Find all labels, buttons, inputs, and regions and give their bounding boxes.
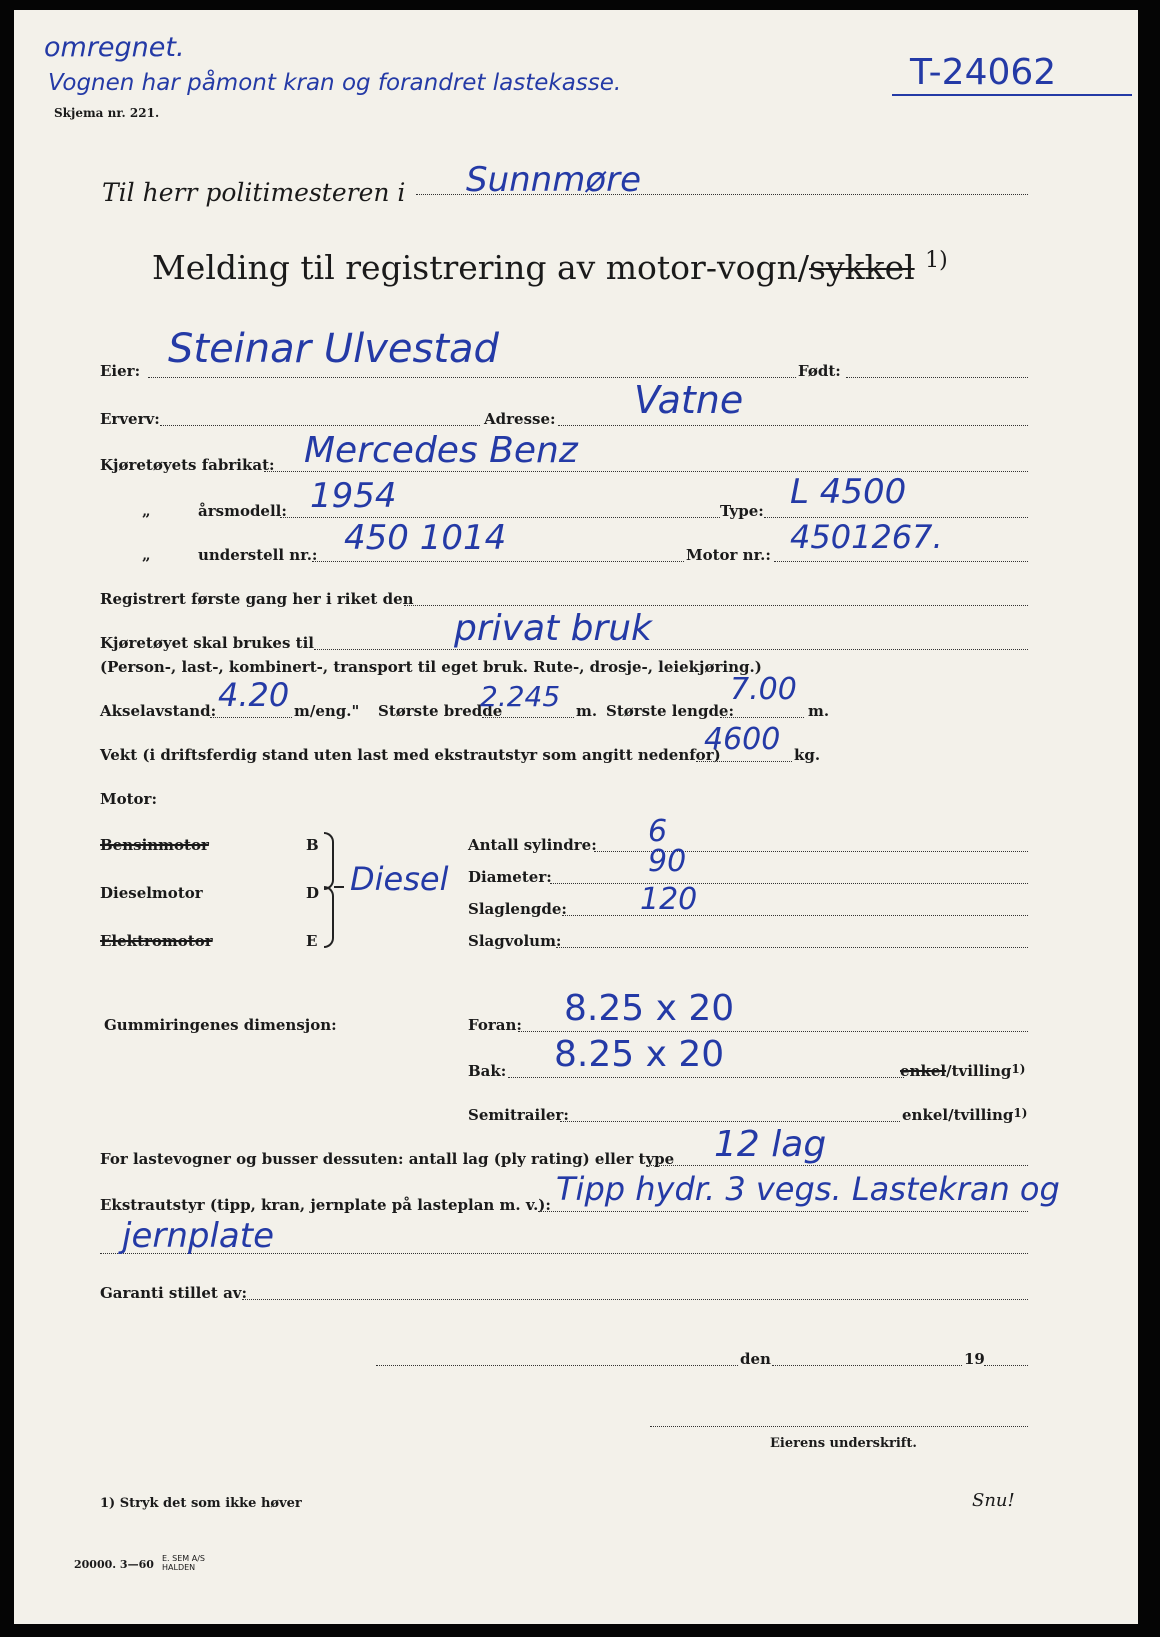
motor-brace-tip	[334, 886, 344, 888]
displacement-label: Slagvolum:	[468, 932, 562, 950]
motor-label: Motor:	[100, 790, 157, 808]
cylinders-value[interactable]: 6	[648, 814, 668, 849]
usage-value[interactable]: privat bruk	[454, 608, 652, 649]
born-label: Født:	[798, 362, 841, 380]
signature-line	[650, 1426, 1028, 1427]
wheelbase-unit: m/eng."	[294, 702, 360, 720]
form-title-footnote: 1)	[925, 248, 948, 273]
weight-line	[696, 761, 792, 762]
address-label: Adresse:	[484, 410, 556, 428]
tyres-rear-twin: /tvilling	[946, 1062, 1012, 1080]
motor-no-value[interactable]: 4501267.	[790, 518, 943, 556]
semitrailer-suffix: enkel/tvilling	[902, 1106, 1014, 1124]
motor-selected[interactable]: Diesel	[350, 860, 449, 898]
model-year-label: årsmodell:	[198, 502, 287, 520]
first-registered-line	[404, 605, 1028, 606]
motor-brace-lower	[324, 886, 334, 948]
cylinders-label: Antall sylindre:	[468, 836, 597, 854]
annotation-line-1: omregnet.	[44, 32, 185, 63]
equipment-value-2[interactable]: jernplate	[122, 1216, 275, 1256]
equipment-label: Ekstrautstyr (tipp, kran, jernplate på lasteplan m. v.):	[100, 1196, 551, 1214]
tyres-front-value[interactable]: 8.25 x 20	[564, 988, 735, 1029]
owner-label: Eier:	[100, 362, 141, 380]
make-label: Kjøretøyets fabrikat:	[100, 456, 275, 474]
diameter-line	[550, 883, 1028, 884]
chassis-label: understell nr.:	[198, 546, 318, 564]
ditto-mark-2: „	[142, 546, 151, 564]
date-line	[772, 1365, 962, 1366]
printer-line-2: HALDEN	[162, 1563, 196, 1572]
addressee-value[interactable]: Sunnmøre	[466, 160, 642, 200]
usage-note: (Person-, last-, kombinert-, transport til eget bruk. Rute-, drosje-, leiekjøring.)	[100, 658, 762, 676]
owner-value[interactable]: Steinar Ulvestad	[168, 326, 499, 372]
print-code: 20000. 3—60	[74, 1558, 154, 1571]
place-line	[376, 1365, 738, 1366]
equipment-value-1[interactable]: Tipp hydr. 3 vegs. Lastekran og	[556, 1170, 1060, 1208]
archive-number: T-24062	[910, 52, 1057, 93]
motor-no-label: Motor nr.:	[686, 546, 771, 564]
equipment-line-1	[538, 1211, 1028, 1212]
type-value[interactable]: L 4500	[790, 472, 907, 512]
length-line	[720, 717, 804, 718]
registration-form-page	[14, 10, 1138, 1624]
footnote-text: 1) Stryk det som ikke høver	[100, 1496, 302, 1511]
stroke-value[interactable]: 120	[640, 882, 698, 917]
motor-code-petrol: B	[306, 836, 319, 854]
usage-label: Kjøretøyet skal brukes til	[100, 634, 314, 652]
date-den-label: den	[740, 1350, 771, 1368]
width-line	[482, 717, 574, 718]
address-value[interactable]: Vatne	[634, 378, 744, 422]
guarantee-line	[242, 1299, 1028, 1300]
weight-value[interactable]: 4600	[704, 722, 781, 757]
displacement-line	[556, 947, 1028, 948]
weight-unit: kg.	[794, 746, 821, 764]
addressee-label: Til herr politimesteren i	[102, 178, 406, 207]
stroke-label: Slaglengde:	[468, 900, 567, 918]
length-unit: m.	[808, 702, 830, 720]
motor-type-diesel: Dieselmotor	[100, 884, 203, 902]
annotation-line-2: Vognen har påmont kran og forandret lastekasse.	[48, 70, 622, 96]
length-label: Største lengde:	[606, 702, 735, 720]
tyres-rear-value[interactable]: 8.25 x 20	[554, 1034, 725, 1075]
wheelbase-line	[210, 717, 292, 718]
tyres-front-label: Foran:	[468, 1016, 522, 1034]
tyres-rear-single: enkel	[900, 1062, 947, 1080]
tyres-rear-label: Bak:	[468, 1062, 507, 1080]
usage-line	[314, 649, 1028, 650]
tyres-front-line	[518, 1031, 1028, 1032]
ply-line	[646, 1165, 1028, 1166]
chassis-value[interactable]: 450 1014	[344, 518, 507, 558]
chassis-line	[312, 561, 684, 562]
model-year-value[interactable]: 1954	[310, 476, 397, 516]
motor-brace-upper	[324, 832, 334, 890]
date-year-line	[984, 1365, 1028, 1366]
born-line	[846, 377, 1028, 378]
wheelbase-value[interactable]: 4.20	[218, 676, 290, 714]
ply-value[interactable]: 12 lag	[714, 1124, 827, 1165]
motor-code-diesel: D	[306, 884, 320, 902]
wheelbase-label: Akselavstand:	[100, 702, 217, 720]
form-number: Skjema nr. 221.	[54, 106, 160, 120]
date-year-prefix: 19	[964, 1350, 985, 1368]
semitrailer-line	[560, 1121, 900, 1122]
diameter-label: Diameter:	[468, 868, 552, 886]
tyres-label: Gummiringenes dimensjon:	[104, 1016, 337, 1034]
motor-code-electric: E	[306, 932, 318, 950]
address-line	[558, 425, 1028, 426]
semitrailer-footnote: 1)	[1013, 1106, 1028, 1120]
form-title	[152, 248, 948, 287]
width-value[interactable]: 2.245	[480, 680, 561, 713]
form-title-main: Melding til registrering av motor-vogn/	[152, 248, 809, 287]
signature-label: Eierens underskrift.	[770, 1436, 917, 1451]
occupation-label: Erverv:	[100, 410, 160, 428]
printer-line-1: E. SEM A/S	[162, 1554, 205, 1563]
make-value[interactable]: Mercedes Benz	[304, 430, 578, 471]
type-label: Type:	[720, 502, 764, 520]
width-unit: m.	[576, 702, 598, 720]
occupation-line	[160, 425, 480, 426]
turn-over-note: Snu!	[972, 1490, 1015, 1511]
motor-type-electric: Elektromotor	[100, 932, 213, 950]
tyres-rear-footnote: 1)	[1011, 1062, 1026, 1076]
motor-type-petrol: Bensinmotor	[100, 836, 209, 854]
first-registered-label: Registrert første gang her i riket den	[100, 590, 414, 608]
ditto-mark-1: „	[142, 502, 151, 520]
stroke-line	[562, 915, 1028, 916]
motor-no-line	[774, 561, 1028, 562]
tyres-rear-mount	[900, 1062, 1025, 1080]
make-line	[264, 471, 1028, 472]
diameter-value[interactable]: 90	[648, 844, 687, 879]
semitrailer-label: Semitrailer:	[468, 1106, 569, 1124]
tyres-rear-line	[508, 1077, 904, 1078]
form-title-struck: sykkel	[809, 248, 915, 287]
printer-mark	[162, 1554, 205, 1572]
weight-label: Vekt (i driftsferdig stand uten last med ekstrautstyr som angitt nedenfor)	[100, 746, 721, 764]
ply-label: For lastevogner og busser dessuten: antall lag (ply rating) eller type	[100, 1150, 675, 1168]
guarantee-label: Garanti stillet av:	[100, 1284, 248, 1302]
length-value[interactable]: 7.00	[730, 672, 797, 707]
width-label: Største bredde	[378, 702, 503, 720]
archive-number-underline	[892, 94, 1132, 96]
semitrailer-mount	[902, 1106, 1027, 1124]
